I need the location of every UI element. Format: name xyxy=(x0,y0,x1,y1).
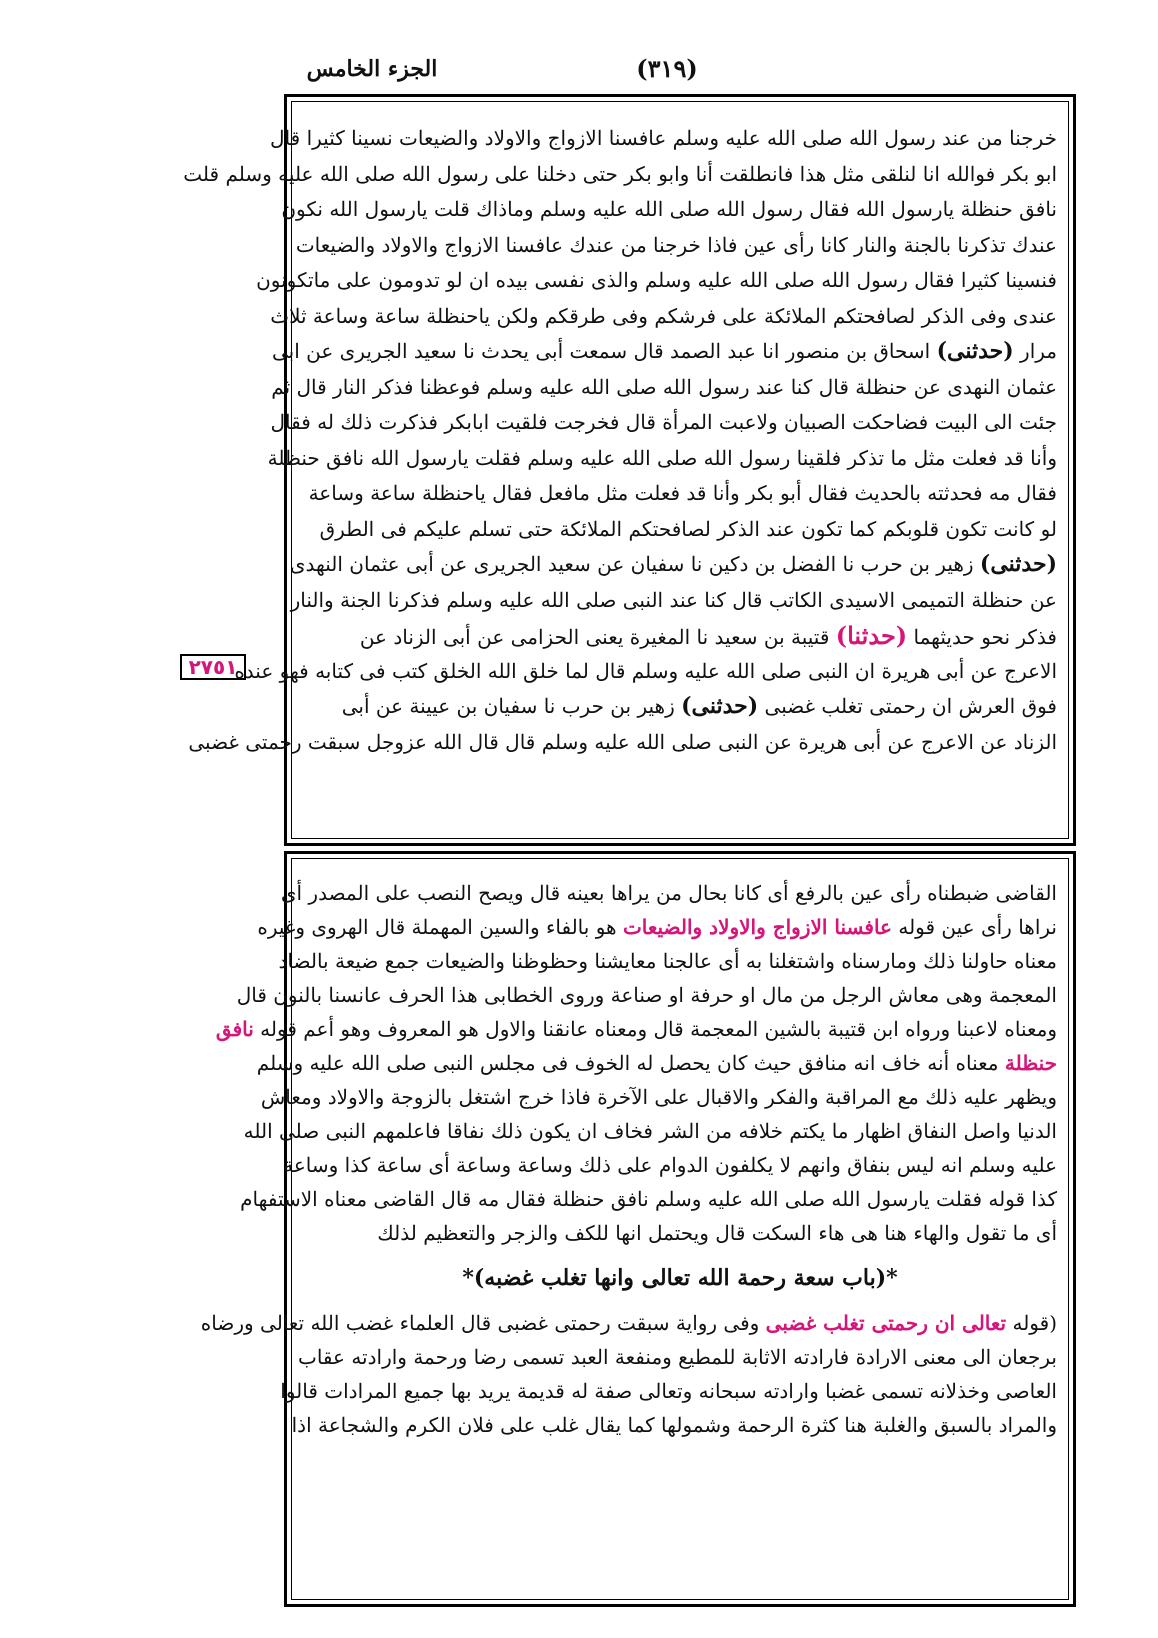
text-segment: ومعناه لاعبنا ورواه ابن قتيبة بالشين المعجمة قال ومعناه عانقنا والاول هو المعروف وهو أعم قوله xyxy=(260,1017,1057,1041)
text-segment: نراها رأى عين قوله xyxy=(898,915,1057,939)
text-segment: فوق العرش ان رحمتى تغلب غضبى xyxy=(764,694,1057,718)
text-line: المعجمة وهى معاش الرجل من مال او حرفة او صناعة وروى الخطابى هذا الحرف عانسنا بالنون قال xyxy=(236,983,1057,1007)
text-line: معناه حاولنا ذلك ومارسناه واشتغلنا به أى عالجنا معايشنا وحظوظنا والضيعات جمع ضيعة بالضاد xyxy=(278,949,1057,973)
highlighted-phrase: تعالى ان رحمتى تغلب غضبى xyxy=(765,1311,1007,1335)
text-line xyxy=(200,1306,1057,1340)
text-segment: اسحاق بن منصور انا عبد الصمد قال سمعت أبى يحدث نا سعيد الجريرى عن ابى xyxy=(271,339,931,363)
text-line: القاضى ضبطناه رأى عين بالرفع أى كانا بحال من يراها بعينه قال ويصح النصب على المصدر أى xyxy=(280,881,1057,905)
text-line: الاعرج عن أبى هريرة ان النبى صلى الله عليه وسلم قال لما خلق الله الخلق كتب فى كتابه فهو عنده xyxy=(234,658,1057,683)
text-line: خرجنا من عند رسول الله صلى الله عليه وسلم عافسنا الازواج والاولاد والضيعات نسينا كثيرا قال xyxy=(270,126,1057,150)
text-line: ابو بكر فوالله انا لنلقى مثل هذا فانطلقت أنا وابو بكر حتى دخلنا على رسول الله صلى الله عليه وسلم قلت xyxy=(183,161,1057,186)
text-segment: زهير بن حرب نا الفضل بن دكين نا سفيان عن سعيد الجريرى عن أبى عثمان النهدى xyxy=(289,552,974,576)
haddathana-marker: (حدثنا) xyxy=(835,621,908,650)
text-line: عندك تذكرنا بالجنة والنار كانا رأى عين فاذا خرجنا من عندك عافسنا الازواج والاولاد والضيعات xyxy=(295,232,1057,257)
text-line: نافق حنظلة يارسول الله فقال رسول الله صلى الله عليه وسلم وماذاك قلت يارسول الله نكون xyxy=(281,197,1057,221)
text-line: عن حنظلة التميمى الاسيدى الكاتب قال كنا عند النبى صلى الله عليه وسلم فذكرنا الجنة والنار xyxy=(290,587,1057,612)
text-line xyxy=(215,1012,1057,1046)
text-segment: مرار xyxy=(1020,339,1057,363)
text-line xyxy=(289,547,1057,583)
text-line: وأنا قد فعلت مثل ما تذكر فلقينا رسول الله صلى الله عليه وسلم فقلت يارسول الله نافق حنظلة xyxy=(267,445,1057,470)
page-number: (٣١٩) xyxy=(636,54,698,83)
text-line xyxy=(303,618,1057,654)
text-line: والمراد بالسبق والغلبة هنا كثرة الرحمة وشمولها كما يقال غلب على فلان الكرم والشجاعة اذا xyxy=(291,1413,1057,1437)
text-segment: فذكر نحو حديثهما xyxy=(913,625,1057,649)
text-line: عندى وفى الذكر لصافحتكم الملائكة على فرشكم وفى طرقكم ولكن ياحنظلة ساعة وساعة ثلاث xyxy=(270,303,1057,328)
commentary-frame xyxy=(200,851,1076,1607)
chapter-title: *(باب سعة رحمة الله تعالى وانها تغلب غضبه)* xyxy=(462,1265,898,1291)
highlighted-phrase: حنظلة xyxy=(1004,1051,1057,1075)
text-line: الزناد عن الاعرج عن أبى هريرة عن النبى صلى الله عليه وسلم قال قال الله عزوجل سبقت رحمتى غضبى xyxy=(188,729,1057,754)
haddathani-marker: (حدثنى) xyxy=(936,338,1014,364)
text-line xyxy=(257,910,1057,944)
text-line: لو كانت تكون قلوبكم كما تكون عند الذكر لصافحتكم الملائكة حتى تسلم عليكم فى الطرق xyxy=(319,516,1057,541)
text-line: الدنيا واصل النفاق اظهار ما يكتم خلافه من الشر فخاف ان يكون ذلك نفاقا فاعلمهم النبى صلى الله xyxy=(243,1119,1057,1143)
part-title: الجزء الخامس xyxy=(306,56,438,82)
text-line: عثمان النهدى عن حنظلة قال كنا عند رسول الله صلى الله عليه وسلم فوعظنا فذكر النار قال ثم xyxy=(271,374,1057,399)
text-line: كذا قوله فقلت يارسول الله صلى الله عليه وسلم نافق حنظلة فقال مه قال القاضى معناه الاستفهام xyxy=(240,1187,1057,1211)
text-line: العاصى وخذلانه تسمى غضبا وارادته سبحانه وتعالى صفة له قديمة يريد بها جميع المرادات قالوا xyxy=(280,1379,1057,1403)
text-line: عليه وسلم انه ليس بنفاق وانهم لا يكلفون الدوام على ذلك وساعة وساعة أى ساعة كذا وساعة xyxy=(283,1153,1057,1177)
haddathani-marker: (حدثنى) xyxy=(681,693,759,719)
text-segment: معناه أنه خاف انه منافق حيث كان يحصل له الخوف فى مجلس النبى صلى الله عليه وسلم xyxy=(256,1051,999,1075)
text-line: فنسينا كثيرا فقال رسول الله صلى الله عليه وسلم والذى نفسى بيده ان لو تدومون على ماتكونون xyxy=(256,268,1057,292)
text-line xyxy=(303,689,1057,725)
text-segment: زهير بن حرب نا سفيان بن عيينة عن أبى xyxy=(341,694,675,718)
haddathani-marker: (حدثنى) xyxy=(979,551,1057,577)
text-line: أى ما تقول والهاء هنا هى هاء السكت قال ويحتمل انها للكف والزجر والتعظيم لذلك xyxy=(377,1221,1057,1245)
text-segment: وفى رواية سبقت رحمتى غضبى قال العلماء غضب الله تعالى ورضاه xyxy=(200,1311,760,1335)
text-segment: هو بالفاء والسين المهملة قال الهروى وغيره xyxy=(257,915,617,939)
text-segment: قتيبة بن سعيد نا المغيرة يعنى الحزامى عن أبى الزناد عن xyxy=(359,625,830,649)
text-line: ويظهر عليه ذلك مع المراقبة والفكر والاقبال على الآخرة فاذا خرج اشتغل بالزوجة والاولاد ومعاش xyxy=(260,1085,1057,1109)
hadith-number-badge: ٢٧٥١ xyxy=(180,654,246,680)
text-line xyxy=(256,1046,1057,1080)
text-segment: (قوله xyxy=(1012,1311,1057,1335)
text-line: برجعان الى معنى الارادة فارادته الاثابة للمطيع ومنفعة العبد تسمى رضا ورحمة وارادته عقاب xyxy=(298,1345,1057,1369)
text-line: جئت الى البيت فضاحكت الصبيان ولاعبت المرأة قال فخرجت فلقيت ابابكر فذكرت ذلك له فقال xyxy=(270,410,1057,434)
highlighted-phrase: عافسنا الازواج والاولاد والضيعات xyxy=(622,915,892,939)
commentary-text xyxy=(200,876,1057,1442)
text-line xyxy=(271,334,1057,370)
highlighted-phrase: نافق xyxy=(215,1017,254,1041)
text-line: فقال مه فحدثته بالحديث فقال أبو بكر وأنا قد فعلت مثل مافعل فقال ياحنظلة ساعة وساعة xyxy=(308,481,1057,505)
